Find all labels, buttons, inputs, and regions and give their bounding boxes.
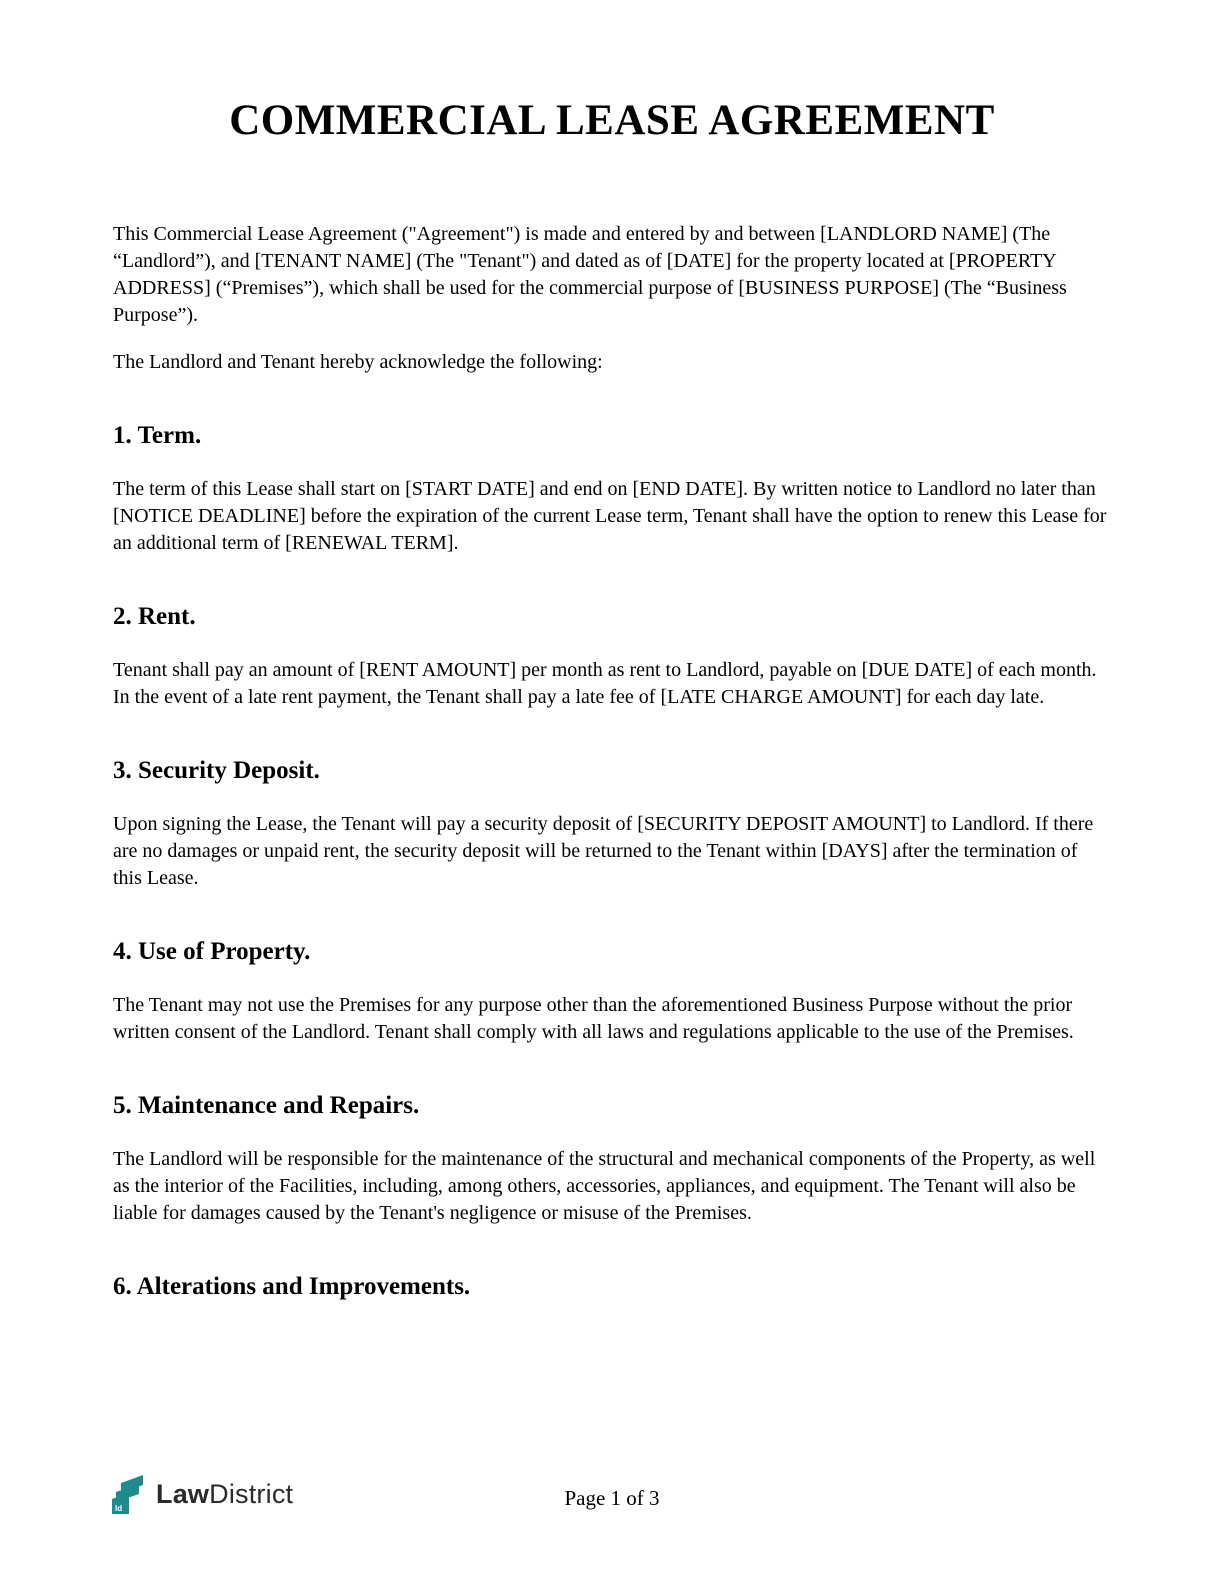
section-maintenance-repairs (113, 1092, 1111, 1227)
logo-text-law: Law (156, 1478, 210, 1509)
page-footer (0, 1472, 1224, 1522)
section-heading: 4. Use of Property. (113, 938, 311, 966)
section-rent (113, 603, 1111, 711)
section-body: The Landlord will be responsible for the maintenance of the structural and mechanical components of the Property, as well as the interior of the Facilities, including, among others, accessories, appliances, and equipment. The Tenant will also be liable for damages caused by the Tenant's negligence or misuse of the Premises. (113, 1148, 1096, 1225)
section-heading: 5. Maintenance and Repairs. (113, 1092, 420, 1120)
document-title: COMMERCIAL LEASE AGREEMENT (229, 97, 995, 144)
svg-text:ld: ld (115, 1504, 123, 1513)
section-body: Tenant shall pay an amount of [RENT AMOUNT] per month as rent to Landlord, payable on [DUE DATE] of each month. In the event of a late rent payment, the Tenant shall pay a late fee of [LATE CHARGE AMOUNT] for each day late. (113, 659, 1097, 709)
section-heading: 1. Term. (113, 422, 202, 450)
section-term (113, 422, 1111, 557)
section-body: The Tenant may not use the Premises for any purpose other than the aforementioned Business Purpose without the prior written consent of the Landlord. Tenant shall comply with all laws and regulations applicable to the use of the Premises. (113, 994, 1074, 1044)
section-heading: 6. Alterations and Improvements. (113, 1273, 471, 1301)
section-body: The term of this Lease shall start on [START DATE] and end on [END DATE]. By written notice to Landlord no later than [NOTICE DEADLINE] before the expiration of the current Lease term, Tenant shall have the option to renew this Lease for an additional term of [RENEWAL TERM]. (113, 478, 1107, 555)
section-heading: 3. Security Deposit. (113, 757, 320, 785)
section-heading: 2. Rent. (113, 603, 196, 631)
intro-paragraph: This Commercial Lease Agreement ("Agreement") is made and entered by and between [LANDLORD NAME] (The “Landlord”), and [TENANT NAME] (The "Tenant") and dated as of [DATE] for the property located at [PROPERTY ADDRESS] (“Premises”), which shall be used for the commercial purpose of [BUSINESS PURPOSE] (The “Business Purpose”). (113, 223, 1067, 327)
logo-text-district: District (209, 1478, 294, 1509)
acknowledgement-line: The Landlord and Tenant hereby acknowledge the following: (113, 351, 603, 374)
section-alterations-improvements (113, 1273, 1111, 1301)
section-body: Upon signing the Lease, the Tenant will pay a security deposit of [SECURITY DEPOSIT AMOUNT] to Landlord. If there are no damages or unpaid rent, the security deposit will be returned to the Tenant within [DAYS] after the termination of this Lease. (113, 813, 1094, 890)
page-number: Page 1 of 3 (564, 1486, 660, 1510)
section-use-of-property (113, 938, 1111, 1046)
section-security-deposit (113, 757, 1111, 892)
